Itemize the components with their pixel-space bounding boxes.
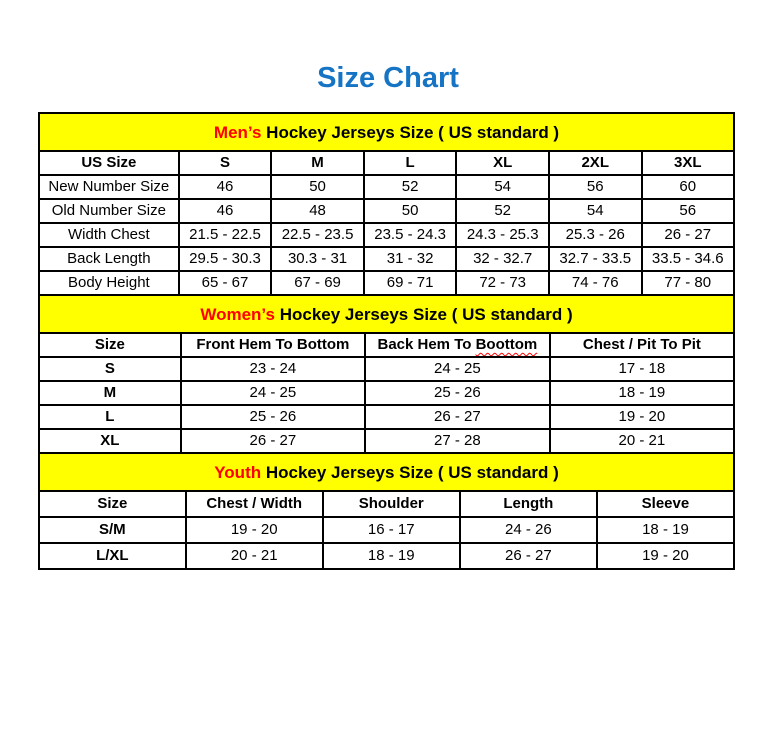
row-label: Old Number Size [39, 199, 179, 223]
value-cell: 27 - 28 [365, 429, 550, 453]
value-cell: 69 - 71 [364, 271, 457, 295]
value-cell: 22.5 - 23.5 [271, 223, 364, 247]
value-cell: 50 [271, 175, 364, 199]
value-cell: 24 - 25 [365, 357, 550, 381]
column-header: 3XL [642, 151, 734, 175]
value-cell: 46 [179, 199, 272, 223]
value-cell: 24.3 - 25.3 [456, 223, 549, 247]
column-header: US Size [39, 151, 179, 175]
column-header: Length [460, 491, 597, 517]
value-cell: 72 - 73 [456, 271, 549, 295]
value-cell: 74 - 76 [549, 271, 642, 295]
row-label: XL [39, 429, 181, 453]
value-cell: 25 - 26 [365, 381, 550, 405]
value-cell: 20 - 21 [550, 429, 734, 453]
column-header: L [364, 151, 457, 175]
value-cell: 54 [549, 199, 642, 223]
value-cell: 23 - 24 [181, 357, 365, 381]
value-cell: 18 - 19 [597, 517, 734, 543]
table-row [39, 543, 734, 569]
value-cell: 26 - 27 [365, 405, 550, 429]
value-cell: 32 - 32.7 [456, 247, 549, 271]
value-cell: 54 [456, 175, 549, 199]
value-cell: 16 - 17 [323, 517, 460, 543]
value-cell: 26 - 27 [460, 543, 597, 569]
row-label: L/XL [39, 543, 186, 569]
womens-section-band [38, 294, 735, 334]
value-cell: 31 - 32 [364, 247, 457, 271]
value-cell: 24 - 25 [181, 381, 365, 405]
column-header: Size [39, 491, 186, 517]
row-label: New Number Size [39, 175, 179, 199]
mens-size-table [38, 150, 735, 296]
mens-band-highlight: Men’s [213, 123, 262, 142]
mens-section [38, 112, 735, 296]
column-header: Chest / Pit To Pit [550, 333, 734, 357]
youth-band-text: Hockey Jerseys Size ( US standard ) [261, 463, 559, 482]
value-cell: 18 - 19 [550, 381, 734, 405]
row-label: M [39, 381, 181, 405]
value-cell: 21.5 - 22.5 [179, 223, 272, 247]
table-row [39, 199, 734, 223]
column-header: 2XL [549, 151, 642, 175]
value-cell: 56 [549, 175, 642, 199]
youth-size-table [38, 490, 735, 570]
column-header: Shoulder [323, 491, 460, 517]
value-cell: 65 - 67 [179, 271, 272, 295]
value-cell: 60 [642, 175, 734, 199]
column-header: Size [39, 333, 181, 357]
value-cell: 30.3 - 31 [271, 247, 364, 271]
value-cell: 52 [364, 175, 457, 199]
value-cell: 26 - 27 [181, 429, 365, 453]
mens-section-band [38, 112, 735, 152]
youth-section [38, 452, 735, 570]
value-cell: 46 [179, 175, 272, 199]
row-label: S/M [39, 517, 186, 543]
column-header: S [179, 151, 272, 175]
table-row [39, 405, 734, 429]
youth-section-band [38, 452, 735, 492]
value-cell: 19 - 20 [550, 405, 734, 429]
column-header: Chest / Width [186, 491, 323, 517]
value-cell: 26 - 27 [642, 223, 734, 247]
womens-band-highlight: Women’s [200, 305, 275, 324]
womens-size-table [38, 332, 735, 454]
value-cell: 52 [456, 199, 549, 223]
table-row [39, 223, 734, 247]
value-cell: 23.5 - 24.3 [364, 223, 457, 247]
column-header: Front Hem To Bottom [181, 333, 365, 357]
youth-band-highlight: Youth [214, 463, 262, 482]
womens-section [38, 294, 735, 454]
misspelled-word: Boottom [475, 336, 538, 353]
table-row [39, 247, 734, 271]
value-cell: 32.7 - 33.5 [549, 247, 642, 271]
value-cell: 56 [642, 199, 734, 223]
column-header: XL [456, 151, 549, 175]
header-row [39, 333, 734, 357]
column-header: M [271, 151, 364, 175]
row-label: Back Length [39, 247, 179, 271]
value-cell: 77 - 80 [642, 271, 734, 295]
mens-band-text: Hockey Jerseys Size ( US standard ) [261, 123, 560, 142]
value-cell: 20 - 21 [186, 543, 323, 569]
row-label: Body Height [39, 271, 179, 295]
column-header: Sleeve [597, 491, 734, 517]
value-cell: 19 - 20 [597, 543, 734, 569]
size-chart [38, 112, 735, 570]
table-row [39, 381, 734, 405]
value-cell: 48 [271, 199, 364, 223]
row-label: L [39, 405, 181, 429]
table-row [39, 175, 734, 199]
value-cell: 50 [364, 199, 457, 223]
value-cell: 29.5 - 30.3 [179, 247, 272, 271]
value-cell: 17 - 18 [550, 357, 734, 381]
header-row [39, 491, 734, 517]
table-row [39, 357, 734, 381]
value-cell: 33.5 - 34.6 [642, 247, 734, 271]
value-cell: 25.3 - 26 [549, 223, 642, 247]
womens-band-text: Hockey Jerseys Size ( US standard ) [274, 305, 573, 324]
value-cell: 18 - 19 [323, 543, 460, 569]
value-cell: 25 - 26 [181, 405, 365, 429]
table-row [39, 271, 734, 295]
header-row [39, 151, 734, 175]
table-row [39, 517, 734, 543]
column-header: Back Hem To Boottom [365, 333, 550, 357]
row-label: Width Chest [39, 223, 179, 247]
table-row [39, 429, 734, 453]
value-cell: 24 - 26 [460, 517, 597, 543]
value-cell: 67 - 69 [271, 271, 364, 295]
value-cell: 19 - 20 [186, 517, 323, 543]
row-label: S [39, 357, 181, 381]
page-title: Size Chart [317, 62, 459, 94]
